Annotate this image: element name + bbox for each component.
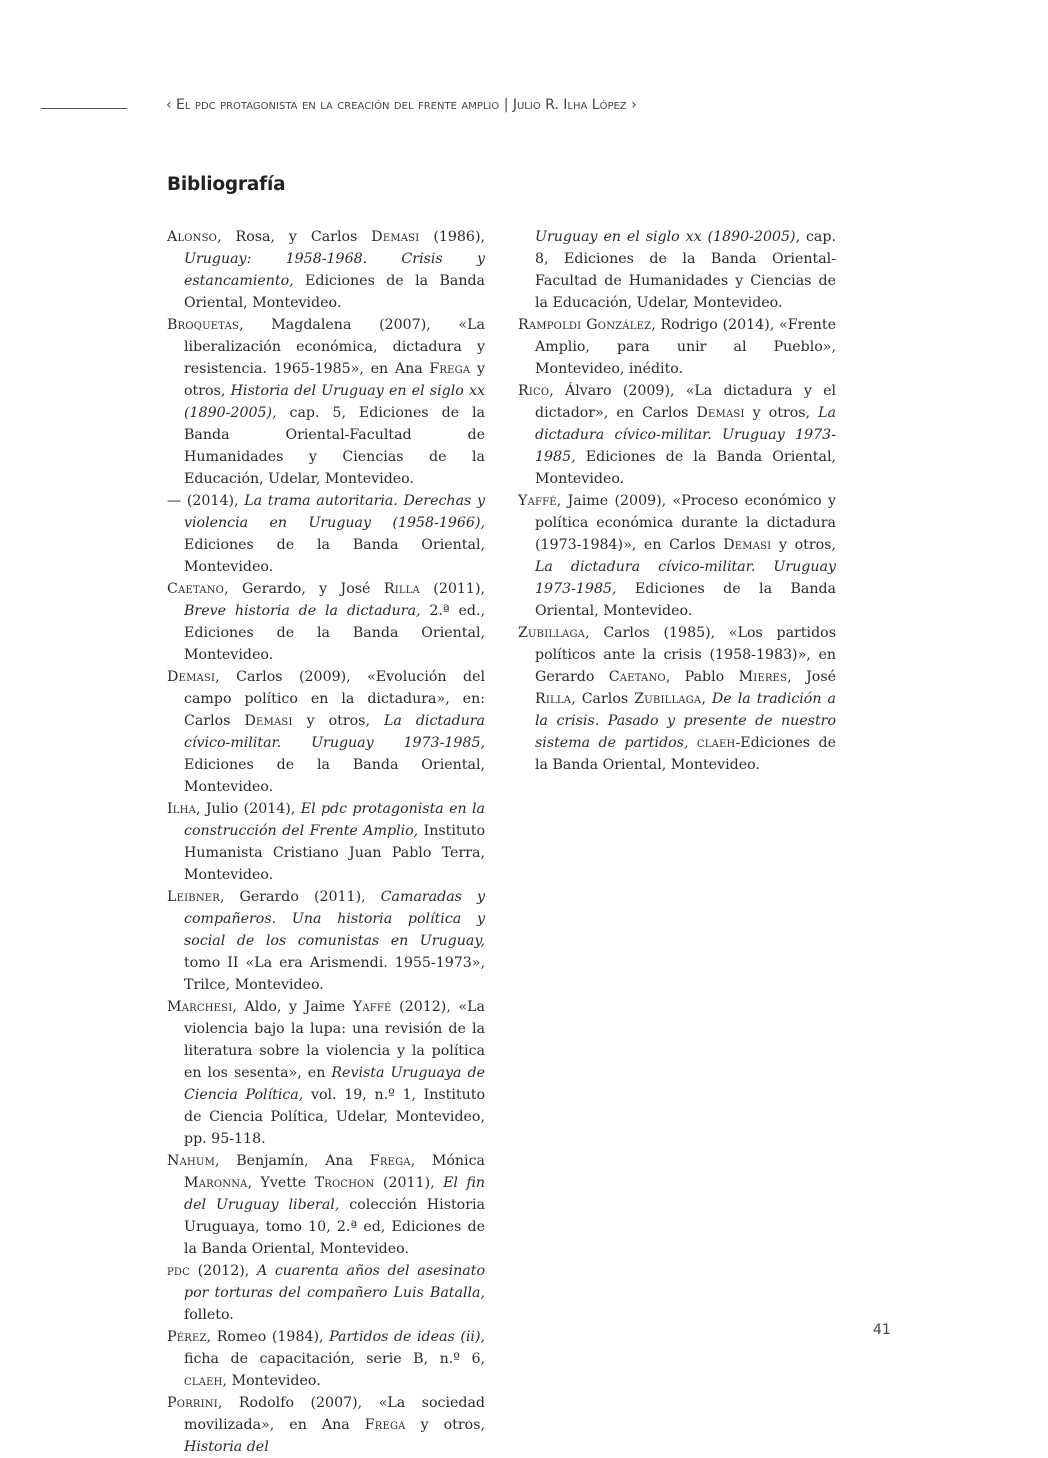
entry-text: , Jaime (2009), «Proceso económico y política económica durante la dictadura (1973-1984)», en Carlos: [535, 493, 836, 553]
entry-text: [688, 735, 696, 751]
author-name: Yaffé: [518, 493, 557, 509]
entry-text: y otros,: [405, 1417, 485, 1433]
bibliography-entry: [167, 226, 485, 314]
entry-text: , Carlos: [571, 691, 635, 707]
entry-text: , Álvaro (2009), «La dictadura y el dictador», en Carlos: [535, 383, 836, 421]
author-name: Nahum: [167, 1153, 216, 1169]
bibliography-entry: [167, 886, 485, 996]
author-name: Mieres: [738, 669, 788, 685]
entry-text: ficha de capacitación, serie B, n.º 6,: [184, 1351, 485, 1367]
bibliography-entry: [518, 314, 836, 380]
entry-text: , José: [787, 669, 836, 685]
work-title: A cuarenta años del asesinato por torturas del compañero Luis Batalla,: [184, 1263, 485, 1301]
entry-text: , Gerardo (2011),: [220, 889, 381, 905]
entry-text: (2011),: [374, 1175, 444, 1191]
entry-text: ,: [701, 691, 712, 707]
entry-text: y otros,: [771, 537, 836, 553]
entry-text: , Rosa, y Carlos: [217, 229, 372, 245]
work-title: Camaradas y compañeros. Una historia política y social de los comunistas en Uruguay,: [184, 889, 486, 949]
bibliography-entry: [167, 578, 485, 666]
entry-text: y otros,: [184, 361, 485, 399]
entry-text: Ediciones de la Banda Oriental, Montevideo.: [535, 449, 836, 487]
entry-text: y otros,: [744, 405, 819, 421]
entry-text: , Julio (2014),: [196, 801, 301, 817]
entry-text: (2011),: [419, 581, 485, 597]
header-rule: [41, 108, 127, 109]
author-name: Demasi: [723, 537, 772, 553]
bibliography-column-left: [167, 226, 485, 1458]
author-name: Porrini: [167, 1395, 218, 1411]
author-name: pdc: [167, 1263, 190, 1279]
entry-text: , Aldo, y Jaime: [232, 999, 353, 1015]
author-name: claeh: [696, 735, 736, 751]
author-name: Frega: [429, 361, 471, 377]
page-title: Bibliografía: [167, 174, 286, 195]
entry-text: -Ediciones de la Banda Oriental, Montevideo.: [535, 735, 836, 773]
author-name: Caetano: [608, 669, 666, 685]
work-title: Uruguay: 1958-1968. Crisis y estancamiento,: [184, 251, 485, 289]
author-name: Pérez: [167, 1329, 207, 1345]
bibliography-entry: [167, 490, 485, 578]
entry-text: , Rodolfo (2007), «La sociedad movilizada», en Ana: [184, 1395, 485, 1433]
author-name: Caetano: [167, 581, 225, 597]
work-title: Historia del Uruguay en el siglo xx (1890-2005),: [184, 383, 485, 421]
bibliography-column-right: [518, 226, 836, 776]
work-title: Uruguay en el siglo xx (1890-2005),: [535, 229, 801, 245]
author-name: Zubillaga: [518, 625, 586, 641]
work-title: La trama autoritaria. Derechas y violencia en Uruguay (1958-1966),: [184, 493, 485, 531]
entry-text: (2012), «La violencia bajo la lupa: una revisión de la literatura sobre la violencia y la política en los sesenta», en: [184, 999, 486, 1081]
entry-text: , Romeo (1984),: [206, 1329, 330, 1345]
entry-text: , Carlos (1985), «Los partidos políticos ante la crisis (1958-1983)», en Gerardo: [535, 625, 836, 685]
author-name: Trochon: [314, 1175, 375, 1191]
entry-text: , Carlos (2009), «Evolución del campo político en la dictadura», en: Carlos: [184, 669, 485, 729]
entry-text: , Benjamín, Ana: [215, 1153, 370, 1169]
entry-text: , Yvette: [247, 1175, 315, 1191]
author-name: Frega: [369, 1153, 411, 1169]
bibliography-entry-continuation: [518, 226, 836, 314]
author-name: Leibner: [167, 889, 220, 905]
author-name: Demasi: [244, 713, 293, 729]
author-name: Demasi: [167, 669, 216, 685]
author-name: Demasi: [696, 405, 745, 421]
bibliography-entry: [518, 380, 836, 490]
entry-text: , Montevideo.: [222, 1373, 321, 1389]
entry-text: cap. 8, Ediciones de la Banda Oriental-Facultad de Humanidades y Ciencias de la Educación, Udelar, Montevideo.: [535, 229, 836, 311]
author-name: Rilla: [383, 581, 420, 597]
author-name: Maronna: [184, 1175, 248, 1191]
entry-text: y otros,: [292, 713, 384, 729]
work-title: La dictadura cívico-militar. Uruguay 1973-1985,: [535, 405, 836, 465]
work-title: Partidos de ideas (ii),: [329, 1329, 485, 1345]
entry-text: colección Historia Uruguaya, tomo 10, 2.ª ed, Ediciones de la Banda Oriental, Montevideo.: [184, 1197, 485, 1257]
bibliography-entry: [167, 798, 485, 886]
author-name: Ilha: [167, 801, 196, 817]
work-title: La dictadura cívico-militar. Uruguay 1973-1985,: [535, 559, 836, 597]
bibliography-list-right: [518, 314, 836, 776]
author-name: Marchesi: [167, 999, 233, 1015]
bibliography-entry: [518, 490, 836, 622]
bibliography-entry: [167, 1150, 485, 1260]
work-title: El pdc protagonista en la construcción del Frente Amplio,: [184, 801, 485, 839]
entry-text: — (2014),: [167, 493, 245, 509]
work-title: De la tradición a la crisis. Pasado y presente de nuestro sistema de partidos,: [535, 691, 836, 751]
entry-text: Ediciones de la Banda Oriental, Montevideo.: [184, 537, 485, 575]
entry-text: tomo II «La era Arismendi. 1955-1973», Trilce, Montevideo.: [184, 955, 485, 993]
bibliography-entry: [518, 622, 836, 776]
entry-text: , Rodrigo (2014), «Frente Amplio, para unir al Pueblo», Montevideo, inédito.: [535, 317, 836, 377]
entry-text: , Mónica: [410, 1153, 485, 1169]
entry-text: folleto.: [184, 1307, 234, 1323]
entry-text: cap. 5, Ediciones de la Banda Oriental-Facultad de Humanidades y Ciencias de la Educación, Udelar, Montevideo.: [184, 405, 485, 487]
entry-text: , Pablo: [665, 669, 739, 685]
author-name: Broquetas: [167, 317, 240, 333]
author-name: Rampoldi González: [518, 317, 652, 333]
work-title: El fin del Uruguay liberal,: [184, 1175, 485, 1213]
author-name: claeh: [184, 1373, 223, 1389]
bibliography-entry: [167, 1260, 485, 1326]
author-name: Demasi: [371, 229, 420, 245]
author-name: Rico: [518, 383, 550, 399]
bibliography-entry: [167, 314, 485, 490]
entry-text: Ediciones de la Banda Oriental, Montevideo.: [184, 273, 485, 311]
entry-text: Ediciones de la Banda Oriental, Montevideo.: [184, 757, 485, 795]
entry-text: , Magdalena (2007), «La liberalización económica, dictadura y resistencia. 1965-1985», en Ana: [184, 317, 485, 377]
author-name: Zubillaga: [634, 691, 702, 707]
entry-text: 2.ª ed., Ediciones de la Banda Oriental, Montevideo.: [184, 603, 486, 663]
work-title: Breve historia de la dictadura,: [184, 603, 421, 619]
work-title: Historia del: [184, 1439, 269, 1455]
page-number: 41: [873, 1322, 891, 1338]
bibliography-entry: [167, 996, 485, 1150]
author-name: Alonso: [167, 229, 218, 245]
work-title: Revista Uruguaya de Ciencia Política,: [184, 1065, 485, 1103]
author-name: Yaffé: [352, 999, 392, 1015]
entry-text: , Gerardo, y José: [224, 581, 384, 597]
running-header: ‹ El pdc protagonista en la creación del frente amplio | Julio R. Ilha López ›: [166, 97, 637, 113]
entry-text: (1986),: [419, 229, 485, 245]
entry-text: Instituto Humanista Cristiano Juan Pablo Terra, Montevideo.: [184, 823, 486, 883]
entry-text: (2012),: [190, 1263, 257, 1279]
author-name: Rilla: [535, 691, 572, 707]
bibliography-entry: [167, 666, 485, 798]
entry-text: vol. 19, n.º 1, Instituto de Ciencia Política, Udelar, Montevideo, pp. 95-118.: [184, 1087, 485, 1147]
author-name: Frega: [364, 1417, 406, 1433]
work-title: La dictadura cívico-militar. Uruguay 1973-1985,: [184, 713, 486, 751]
bibliography-entry: [167, 1392, 485, 1458]
entry-text: Ediciones de la Banda Oriental, Montevideo.: [535, 581, 836, 619]
bibliography-entry: [167, 1326, 485, 1392]
